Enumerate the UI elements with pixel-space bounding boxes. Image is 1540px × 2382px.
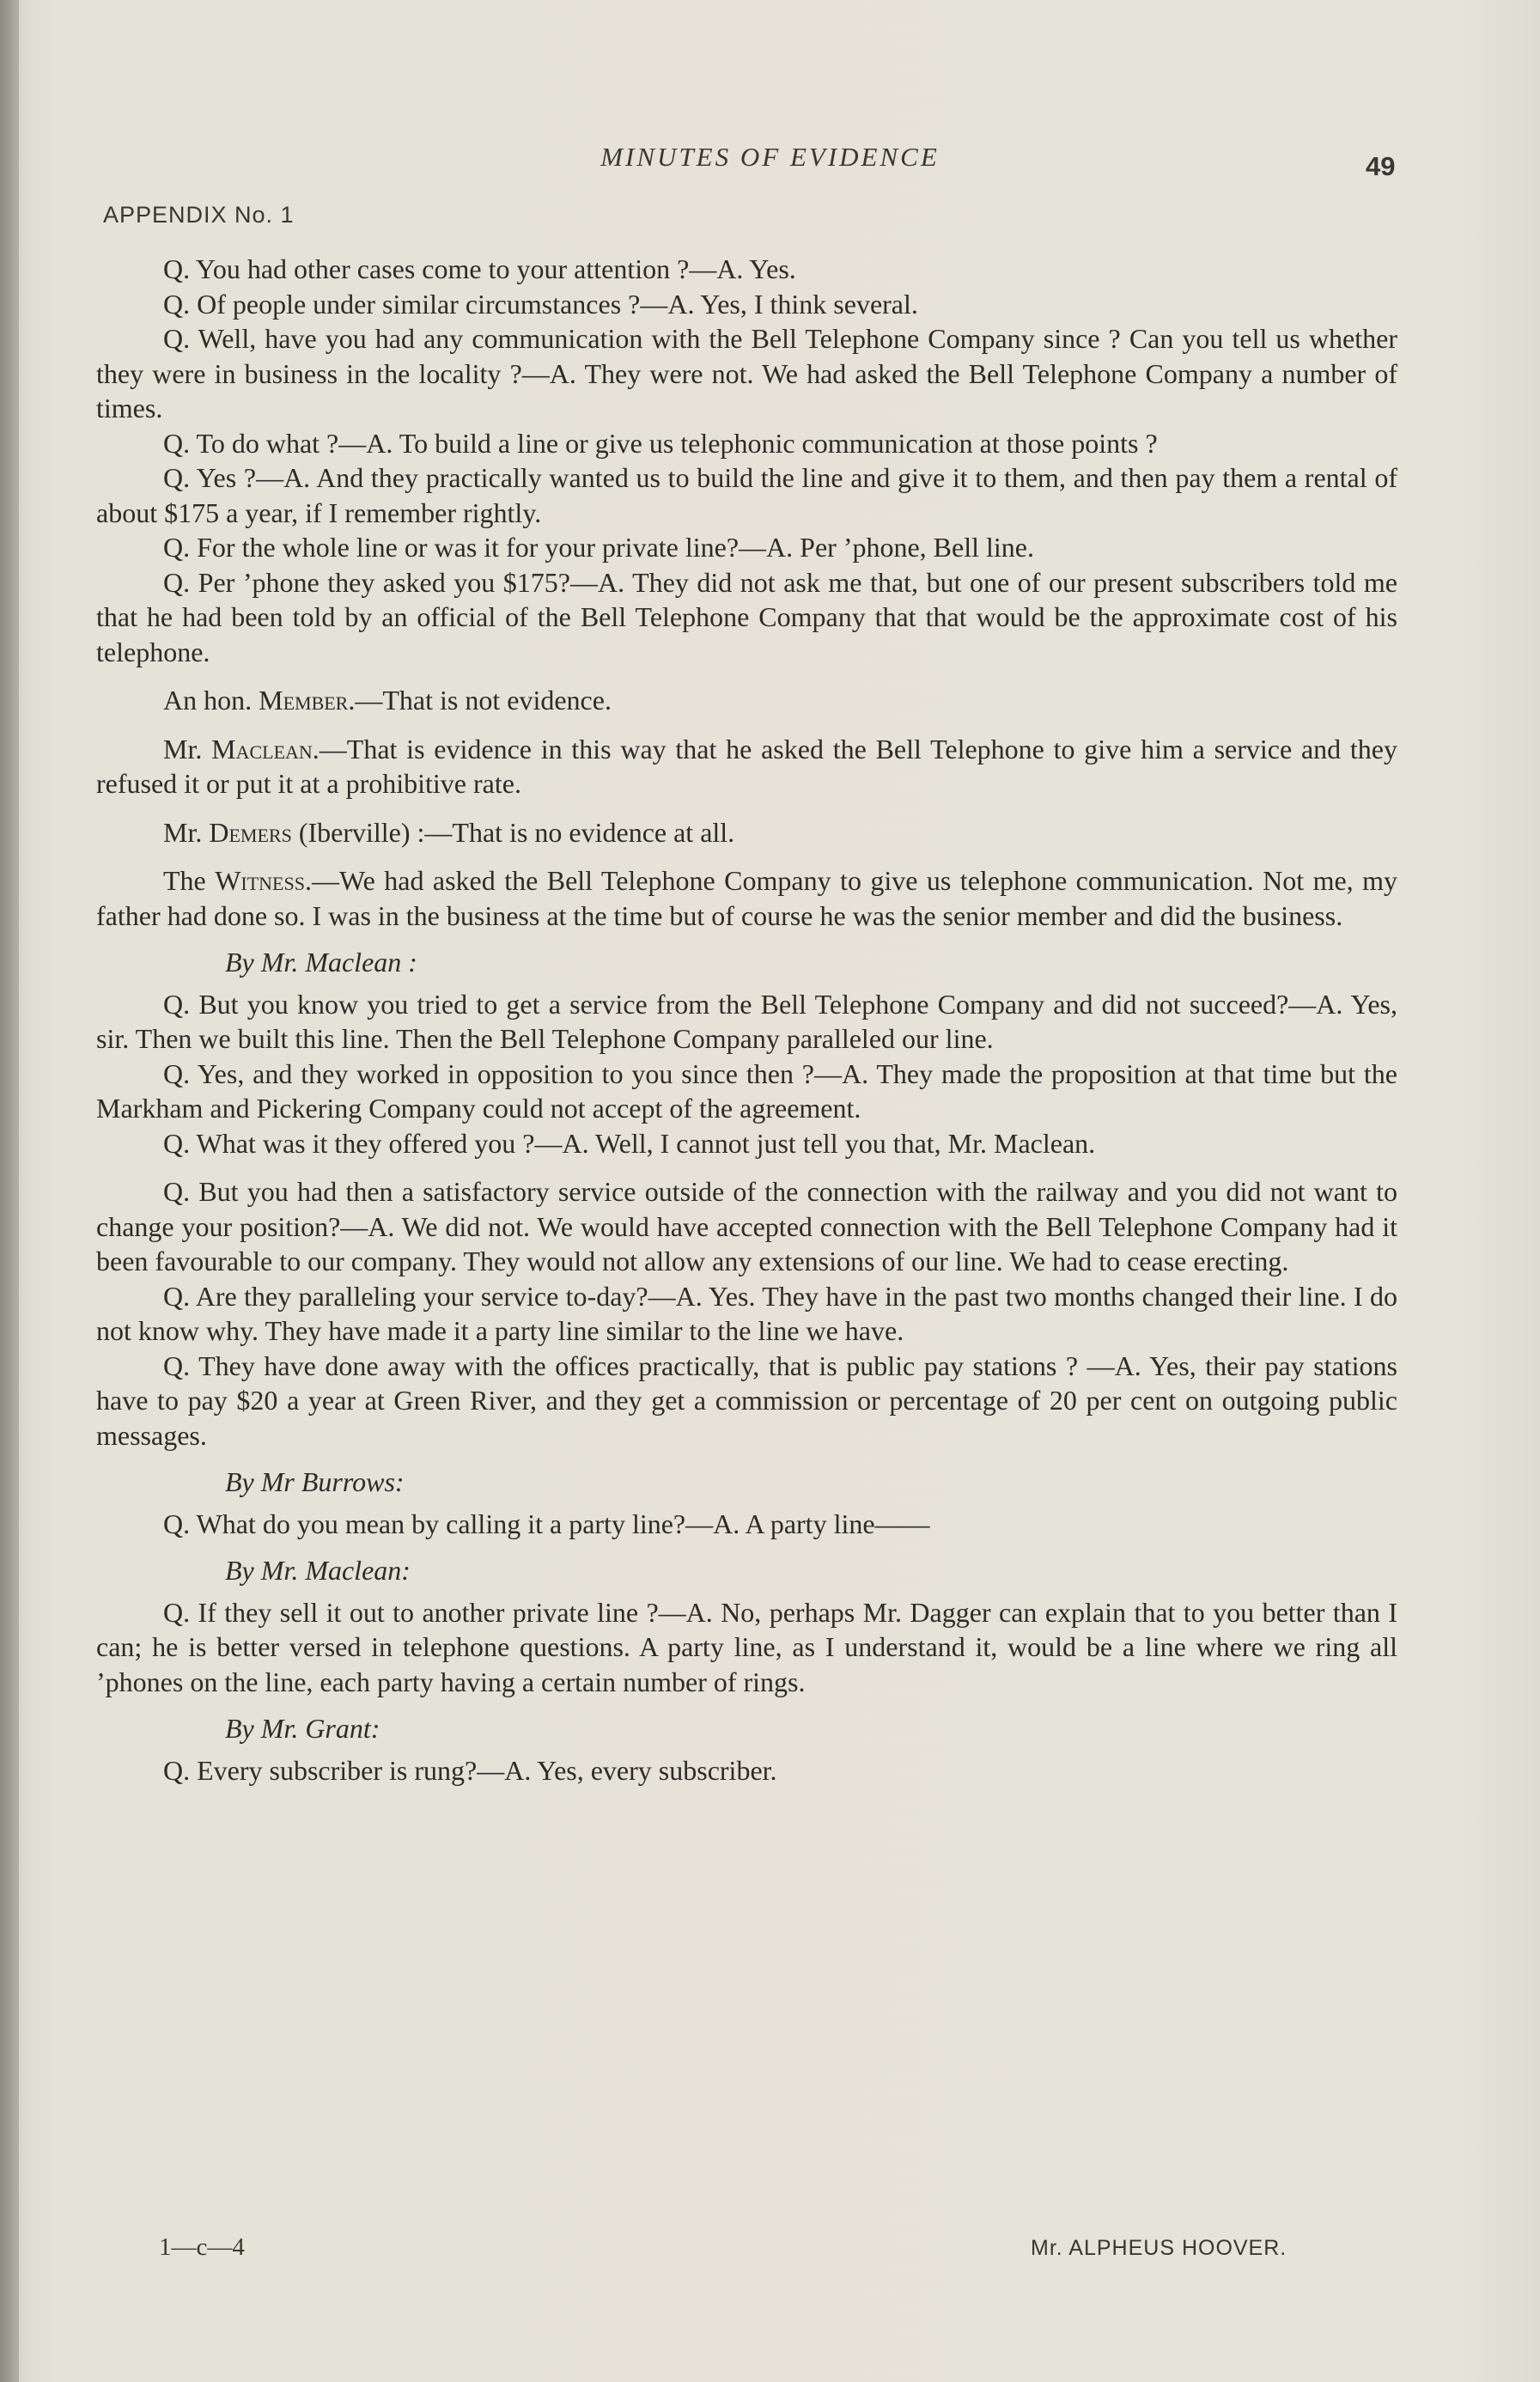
speaker-name: Demers — [209, 816, 292, 848]
remark-text: .—That is evidence in this way that he asked the Bell Telephone to give him a service and they refused it or put it at a prohibitive rate. — [96, 733, 1398, 799]
footer-signature-mark: 1—c—4 — [159, 2233, 245, 2261]
question-answer-paragraph: Q. Yes ?—A. And they practically wanted us to build the line and give it to them, and then pay them a rental of about $175 a year, if I remember rightly. — [96, 462, 1397, 528]
examiner-heading: By Mr. Grant: — [225, 1713, 380, 1744]
speaker-name: Member — [259, 685, 349, 716]
question-answer-paragraph: Q. Every subscriber is rung?—A. Yes, every subscriber. — [163, 1754, 777, 1786]
question-answer-paragraph: Q. What do you mean by calling it a party line?—A. A party line—— — [163, 1508, 930, 1539]
remark-text: (Iberville) :—That is no evidence at all. — [291, 816, 735, 848]
speaker-prefix: An hon. — [163, 685, 259, 716]
question-answer-paragraph: Q. Of people under similar circumstances ?—A. Yes, I think several. — [163, 288, 918, 320]
question-answer-paragraph: Q. To do what ?—A. To build a line or give us telephonic communication at those points ? — [163, 427, 1158, 459]
question-answer-paragraph: Q. You had other cases come to your attention ?—A. Yes. — [163, 253, 796, 284]
page-binding-shadow — [0, 0, 19, 2382]
question-answer-paragraph: Q. Are they paralleling your service to-day?—A. Yes. They have in the past two months changed their line. I do not know why. They have made it a party line similar to the line we have. — [96, 1280, 1397, 1346]
footer-witness-name: Mr. ALPHEUS HOOVER. — [1031, 2236, 1287, 2260]
question-answer-paragraph: Q. Per ’phone they asked you $175?—A. They did not ask me that, but one of our present subscribers told me that he had been told by an official of the Bell Telephone Company that that would be the approximate cost of his telephone. — [96, 566, 1397, 667]
question-answer-paragraph: Q. Yes, and they worked in opposition to you since then ?—A. They made the proposition at that time but the Markham and Pickering Company could not accept of the agreement. — [96, 1057, 1397, 1124]
speaker-name: Witness — [215, 865, 305, 896]
page-number: 49 — [1366, 151, 1396, 181]
maclean-remark — [96, 732, 1397, 801]
remark-text: .—That is not evidence. — [348, 685, 612, 716]
question-answer-paragraph: Q. But you know you tried to get a service from the Bell Telephone Company and did not succeed?—A. Yes, sir. Then we built this line. Then the Bell Telephone Company paralleled our line. — [96, 988, 1397, 1054]
body-text — [96, 252, 1397, 1788]
question-answer-paragraph: Q. They have done away with the offices practically, that is public pay stations ? —A. Yes, their pay stations have to pay $20 a year at Green River, and they get a commission or percentage of 20 per cent on outgoing public messages. — [96, 1349, 1397, 1451]
speaker-prefix: Mr. — [163, 816, 210, 848]
question-answer-paragraph: Q. If they sell it out to another private line ?—A. No, perhaps Mr. Dagger can explain that to you better than I can; he is better versed in telephone questions. A party line, as I understand it, would be a line where we ring all ’phones on the line, each party having a certain number of rings. — [96, 1596, 1397, 1697]
remark-text: .—We had asked the Bell Telephone Company to give us telephone communication. Not me, my father had done so. I was in the business at the time but of course he was the senior member and did the business. — [96, 865, 1398, 931]
examiner-heading: By Mr Burrows: — [225, 1466, 405, 1497]
examiner-heading: By Mr. Maclean: — [225, 1555, 411, 1586]
witness-remark — [96, 863, 1397, 933]
question-answer-paragraph: Q. What was it they offered you ?—A. Well, I cannot just tell you that, Mr. Maclean. — [163, 1127, 1096, 1159]
question-answer-paragraph: Q. Well, have you had any communication with the Bell Telephone Company since ? Can you tell us whether they were in business in the locality ?—A. They were not. We had asked the Bell Telephone Company a number of times. — [96, 323, 1397, 423]
question-answer-paragraph: Q. For the whole line or was it for your private line?—A. Per ’phone, Bell line. — [163, 532, 1034, 563]
speaker-prefix: The — [163, 865, 216, 896]
demers-remark — [96, 815, 1397, 850]
appendix-label: APPENDIX No. 1 — [103, 202, 295, 228]
speaker-prefix: Mr. — [163, 733, 212, 765]
speaker-name: Maclean — [211, 733, 313, 765]
running-title: MINUTES OF EVIDENCE — [600, 142, 940, 172]
examiner-heading: By Mr. Maclean : — [225, 947, 417, 978]
member-remark — [96, 683, 1397, 718]
question-answer-paragraph: Q. But you had then a satisfactory service outside of the connection with the railway and you did not want to change your position?—A. We did not. We would have accepted connection with the Bell Telephone Company had it been favourable to our company. They would not allow any extensions of our line. We had to cease erecting. — [96, 1176, 1397, 1276]
